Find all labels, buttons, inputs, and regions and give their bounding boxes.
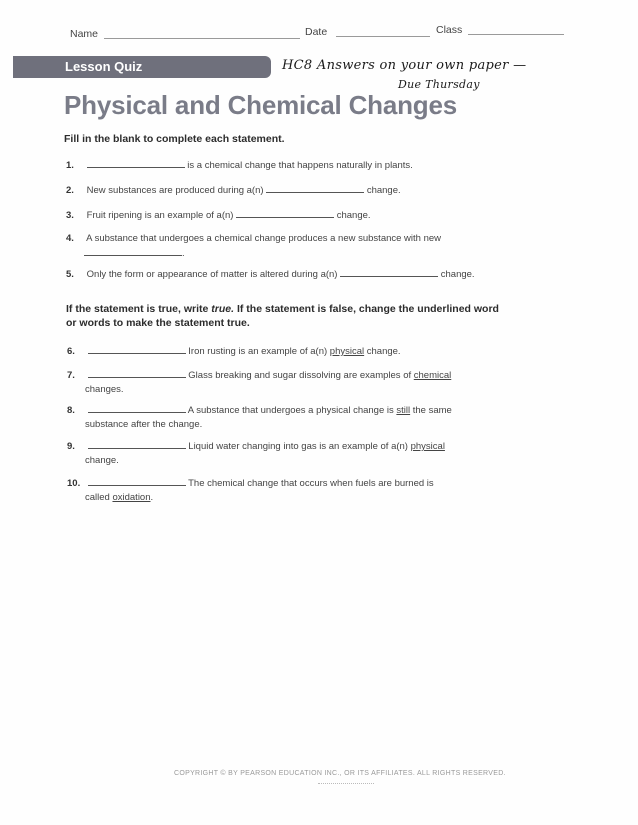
underlined-term-7: chemical <box>413 370 452 381</box>
underlined-term-8: still <box>396 405 411 416</box>
question-9: 9. Liquid water changing into gas is an example of a(n) physical change. <box>67 441 445 466</box>
handwritten-note-line1: HC8 Answers on your own paper — <box>282 58 527 73</box>
answer-blank-1[interactable] <box>87 158 185 168</box>
date-label: Date <box>305 26 328 38</box>
date-field[interactable] <box>336 36 430 37</box>
answer-blank-10[interactable] <box>88 476 186 486</box>
section1-instruction: Fill in the blank to complete each statement. <box>64 133 285 145</box>
answer-blank-6[interactable] <box>88 344 186 354</box>
answer-blank-3[interactable] <box>236 208 334 218</box>
page-title: Physical and Chemical Changes <box>64 90 458 120</box>
lesson-quiz-banner <box>13 56 271 78</box>
underlined-term-10: oxidation <box>112 492 151 503</box>
answer-blank-9[interactable] <box>88 439 186 449</box>
question-8: 8. A substance that undergoes a physical change is still the same substance after the change. <box>67 405 452 430</box>
underlined-term-6: physical <box>329 346 365 357</box>
question-5: 5. Only the form or appearance of matter is altered during a(n) change. <box>66 269 475 280</box>
class-field[interactable] <box>468 34 564 35</box>
question-1: 1. is a chemical change that happens naturally in plants. <box>66 160 413 171</box>
question-2: 2. New substances are produced during a(n) change. <box>66 185 401 196</box>
answer-blank-2[interactable] <box>266 183 364 193</box>
answer-blank-4[interactable] <box>84 246 182 256</box>
footer-divider <box>318 783 374 784</box>
name-field[interactable] <box>104 38 300 39</box>
question-4: 4. A substance that undergoes a chemical change produces a new substance with new . <box>66 233 442 259</box>
question-7: 7. Glass breaking and sugar dissolving are examples of chemical changes. <box>67 370 452 395</box>
copyright-notice: COPYRIGHT © BY PEARSON EDUCATION INC., OR ITS AFFILIATES. ALL RIGHTS RESERVED. <box>174 770 506 777</box>
name-label: Name <box>70 28 99 40</box>
handwritten-note-line2: Due Thursday <box>398 78 480 91</box>
answer-blank-5[interactable] <box>340 267 438 277</box>
question-3: 3. Fruit ripening is an example of a(n) change. <box>66 210 371 221</box>
section2-instruction: If the statement is true, write true. If the statement is false, change the underlined word or words to make the statement true. <box>66 303 499 329</box>
question-10: 10. The chemical change that occurs when fuels are burned is called oxidation. <box>67 478 434 503</box>
answer-blank-7[interactable] <box>88 368 186 378</box>
question-6: 6. Iron rusting is an example of a(n) physical change. <box>67 346 401 357</box>
answer-blank-8[interactable] <box>88 403 186 413</box>
underlined-term-9: physical <box>410 441 445 452</box>
class-label: Class <box>436 24 463 36</box>
banner-label: Lesson Quiz <box>65 59 143 74</box>
